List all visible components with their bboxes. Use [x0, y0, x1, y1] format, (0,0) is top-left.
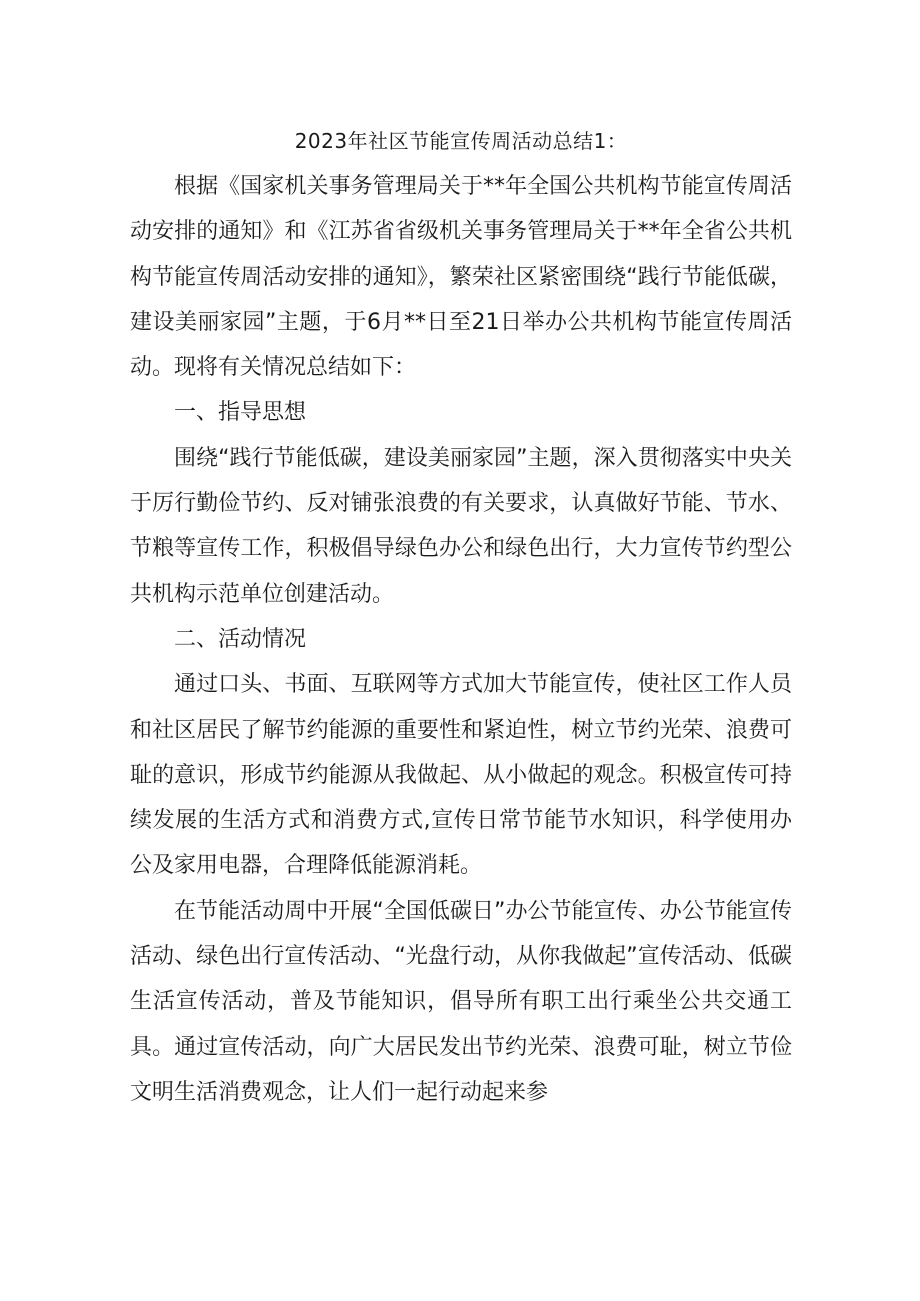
intro-paragraph: 根据《国家机关事务管理局关于**年全国公共机构节能宣传周活动安排的通知》和《江苏省省级机关事务管理局关于**年全省公共机构节能宣传周活动安排的通知》，繁荣社区紧密围绕“践行节能低碳，建设美丽家园”主题，于6月**日至21日举办公共机构节能宣传周活动。现将有关情况总结如下： — [130, 174, 792, 381]
document-title: 2023年社区节能宣传周活动总结1： — [294, 129, 628, 153]
section-heading-guiding-ideology: 一、指导思想 — [174, 400, 307, 426]
document-body — [130, 118, 792, 1115]
activities-paragraph-2: 在节能活动周中开展“全国低碳日”办公节能宣传、办公节能宣传活动、绿色出行宣传活动、“光盘行动，从你我做起”宣传活动、低碳生活宣传活动，普及节能知识，倡导所有职工出行乘坐公共交通工具。通过宣传活动，向广大居民发出节约光荣、浪费可耻，树立节俭文明生活消费观念，让人们一起行动起来参 — [130, 898, 792, 1105]
section-heading-activities: 二、活动情况 — [174, 626, 307, 652]
guiding-ideology-paragraph: 围绕“践行节能低碳，建设美丽家园”主题，深入贯彻落实中央关于厉行勤俭节约、反对铺张浪费的有关要求，认真做好节能、节水、节粮等宣传工作，积极倡导绿色办公和绿色出行，大力宣传节约型公共机构示范单位创建活动。 — [130, 445, 792, 607]
activities-paragraph-1: 通过口头、书面、互联网等方式加大节能宣传，使社区工作人员和社区居民了解节约能源的重要性和紧迫性，树立节约光荣、浪费可耻的意识，形成节约能源从我做起、从小做起的观念。积极宣传可持续发展的生活方式和消费方式,宣传日常节能节水知识，科学使用办公及家用电器，合理降低能源消耗。 — [130, 672, 792, 879]
